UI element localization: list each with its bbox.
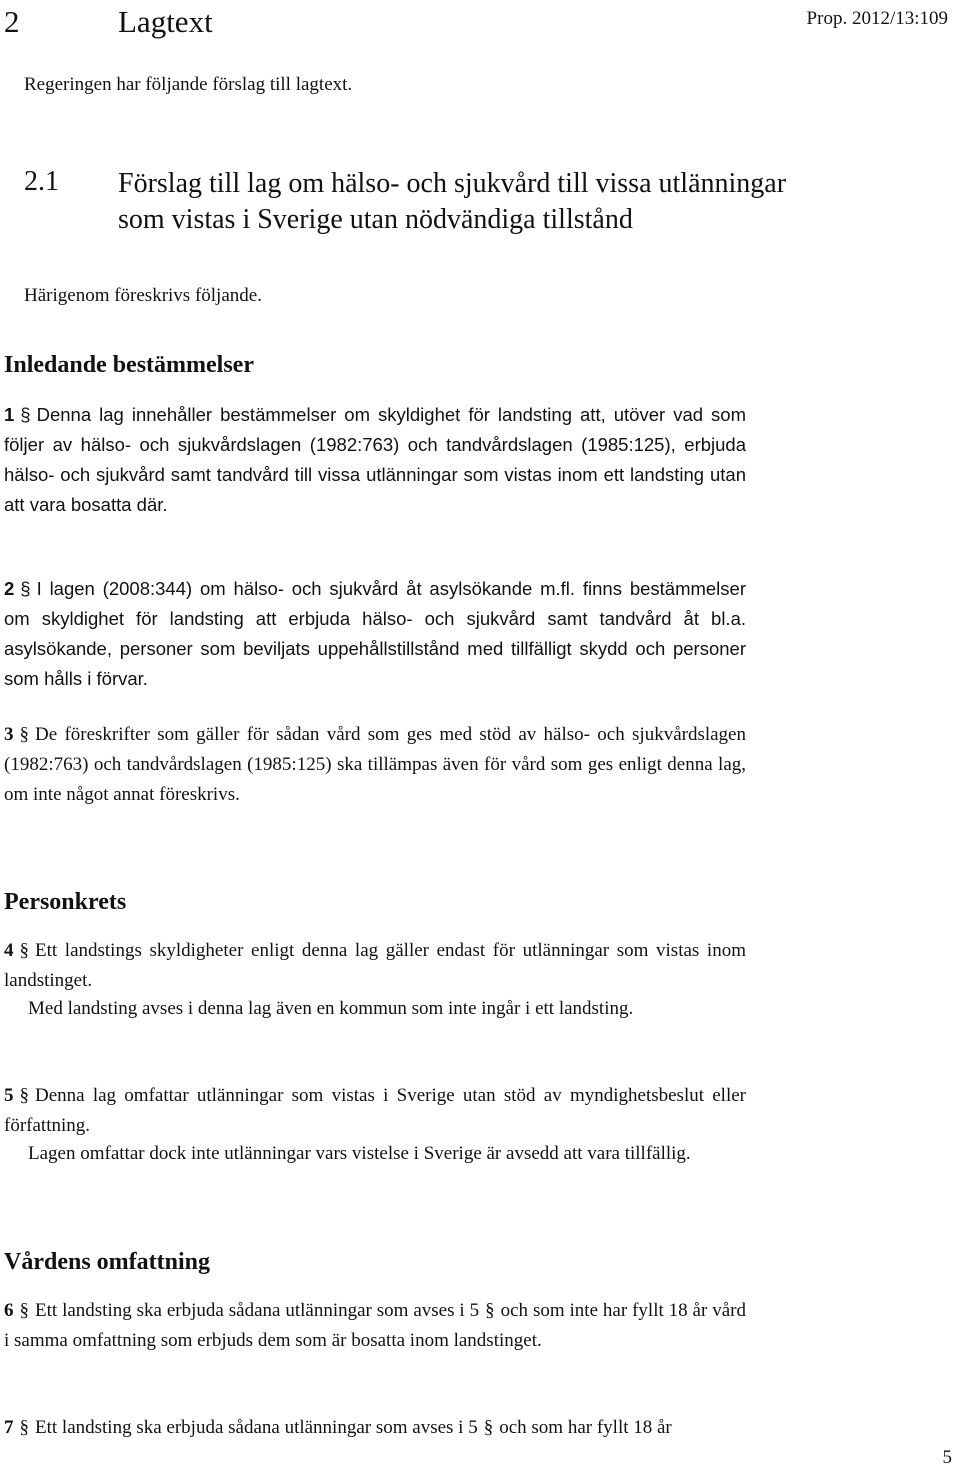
paragraph-text: och som har fyllt 18 år (499, 1417, 672, 1438)
paragraph-5 (4, 1081, 746, 1141)
paragraph-number: 7 (4, 1417, 14, 1438)
paragraph-text: Ett landsting ska erbjuda sådana utlänningar som avses i 5 (35, 1300, 480, 1321)
section-symbol-icon: § (19, 940, 29, 961)
enactment-clause: Härigenom föreskrivs följande. (24, 285, 262, 306)
paragraph-text: Denna lag omfattar utlänningar som vistas i Sverige utan stöd av myndighetsbeslut eller författning. (4, 1085, 746, 1136)
heading-vardens-omfattning: Vårdens omfattning (4, 1249, 211, 1275)
section-symbol-icon: § (485, 1300, 495, 1321)
paragraph-6 (4, 1296, 746, 1356)
paragraph-number: 5 (4, 1085, 14, 1106)
section-symbol-icon: § (19, 724, 29, 745)
paragraph-number: 3 (4, 724, 14, 745)
proposition-number: Prop. 2012/13:109 (806, 8, 948, 29)
intro-text: Regeringen har följande förslag till lagtext. (24, 74, 353, 95)
paragraph-text: De föreskrifter som gäller för sådan vård som ges med stöd av hälso- och sjukvårdslagen (1982:763) och tandvårdslagen (1985:125) ska tillämpas även för vård som ges enligt denna lag, om inte något annat föreskrivs. (4, 724, 746, 805)
paragraph-text: Ett landstings skyldigheter enligt denna lag gäller endast för utlänningar som vistas inom landstinget. (4, 940, 746, 991)
section-symbol-icon: § (19, 1085, 29, 1106)
paragraph-4-second: Med landsting avses i denna lag även en kommun som inte ingår i ett landsting. (28, 998, 634, 1019)
paragraph-number: 6 (4, 1300, 14, 1321)
heading-personkrets: Personkrets (4, 889, 127, 915)
section-title: Förslag till lag om hälso- och sjukvård till vissa utlänningar som vistas i Sverige utan nödvändiga tillstånd (118, 168, 787, 235)
paragraph-1 (4, 400, 746, 520)
chapter-number: 2 (4, 4, 20, 39)
paragraph-number: 1 (4, 404, 15, 425)
page-number: 5 (942, 1447, 952, 1468)
paragraph-number: 4 (4, 940, 14, 961)
section-symbol-icon: § (20, 404, 31, 425)
paragraph-text: Ett landsting ska erbjuda sådana utlänningar som avses i 5 (35, 1417, 478, 1438)
paragraph-text: I lagen (2008:344) om hälso- och sjukvård åt asylsökande m.fl. finns bestämmelser om skyldighet för landsting att erbjuda hälso- och sjukvård samt tandvård åt bl.a. asylsökande, personer som beviljats uppehållstillstånd med tillfälligt skydd och personer som hålls i förvar. (4, 578, 746, 689)
paragraph-number: 2 (4, 578, 15, 599)
heading-inledande: Inledande bestämmelser (4, 352, 254, 378)
section-symbol-icon: § (19, 1300, 29, 1321)
section-number: 2.1 (24, 166, 59, 197)
paragraph-text: Denna lag innehåller bestämmelser om skyldighet för landsting att, utöver vad som följer av hälso- och sjukvårdslagen (1982:763) och tandvårdslagen (1985:125), erbjuda hälso- och sjukvård samt tandvård till vissa utlänningar som vistas inom ett landsting utan att vara bosatta där. (4, 404, 746, 515)
paragraph-3 (4, 720, 746, 810)
chapter-title: Lagtext (118, 4, 213, 39)
paragraph-5-second: Lagen omfattar dock inte utlänningar vars vistelse i Sverige är avsedd att vara tillfällig. (28, 1143, 691, 1164)
paragraph-7 (4, 1413, 746, 1443)
paragraph-text: och som inte har fyllt 18 år vård i samma omfattning som erbjuds dem som är bosatta inom landstinget. (4, 1300, 746, 1351)
paragraph-2 (4, 574, 746, 694)
section-symbol-icon: § (483, 1417, 494, 1438)
section-symbol-icon: § (20, 578, 31, 599)
paragraph-4 (4, 936, 746, 996)
section-symbol-icon: § (19, 1417, 29, 1438)
